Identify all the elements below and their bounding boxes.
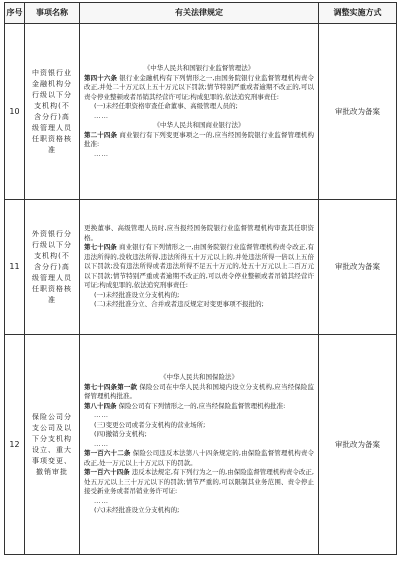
adjustment-method: 审批改为备案	[319, 24, 397, 200]
article-item: (一)未经任职资格审查任命董事、高级管理人员的;	[94, 102, 238, 110]
article-text: 商业银行有下列情形之一,由国务院银行业监督管理机构责令改正,有违法所得的,没收违法所得,违法所得五十万元以上的,并处违法所得一倍以上五倍以下罚款;没有违法所得或者违法所得不足五十万元的,处五十万元以上二百万元以下罚款;情节特别严重或者逾期不改正的,可以责令停业整顿或者吊销其经营许可证;构成犯罪的,依法追究刑事责任:	[84, 243, 314, 290]
item-name: 保险公司分支公司及以下分支机构设立、重大事项变更、撤销审批	[25, 335, 80, 555]
regulation-table	[4, 2, 397, 555]
law-title: 《中华人民共和国银行业监督管理法》	[143, 64, 255, 72]
table-row	[5, 24, 397, 200]
ellipsis: ……	[94, 439, 109, 448]
header-row	[5, 3, 397, 24]
article-item: (六)未经批准设立分支机构的;	[94, 506, 180, 515]
article-number: 第七十四条	[84, 243, 117, 252]
law-text	[80, 200, 319, 335]
article-number: 第一百六十四条	[84, 468, 130, 477]
ellipsis: ……	[94, 149, 109, 158]
row-number: 11	[5, 200, 25, 335]
item-name: 外资银行分行级以下分支机构(不含分行)高级管理人员任职资格核准	[25, 200, 80, 335]
article-text: 保险公司有下列情形之一的,应当经保险监督管理机构批准:	[118, 401, 286, 410]
item-name: 中资银行业金融机构分行级以下分支机构(不含分行)高级管理人员任职资格核准	[25, 24, 80, 200]
header-law: 有关法律规定	[80, 3, 319, 24]
law-text	[80, 335, 319, 555]
article-number: 第一百六十二条	[84, 449, 131, 458]
article-number: 第八十四条	[84, 401, 117, 410]
row-number: 12	[5, 335, 25, 555]
article-text: 保险公司在中华人民共和国境内设立分支机构,应当经保险监督管理机构批准。	[84, 382, 314, 401]
table-row	[5, 335, 397, 555]
law-title: 《中华人民共和国商业银行法》	[153, 121, 245, 129]
ellipsis: ……	[94, 411, 109, 420]
article-text: 更换董事、高级管理人员时,应当报经国务院银行业监督管理机构审查其任职资格。	[84, 224, 314, 242]
row-number: 10	[5, 24, 25, 200]
header-name: 事项名称	[25, 3, 80, 24]
header-no: 序号	[5, 3, 25, 24]
article-text: 违反本法规定,有下列行为之一的,由保险监督管理机构责令改正,处五万元以上三十万元以下的罚款;情节严重的,可以限制其业务范围、责令停止接受新业务或者吊销业务许可证:	[84, 468, 314, 496]
article-text: 银行业金融机构有下列情形之一,由国务院银行业监督管理机构责令改正,并处二十万元以上五十万元以下罚款;情节特别严重或者逾期不改正的,可以责令停业整顿或者吊销其经营许可证;构成犯罪的,依法追究刑事责任:	[84, 73, 315, 101]
article-number: 第七十四条第一款	[84, 382, 138, 391]
article-item: (一)未经批准设立分支机构的;	[94, 290, 180, 299]
article-item: (二)未经批准分立、合并或者违反规定对变更事项不报批的;	[94, 300, 264, 309]
law-title: 《中华人民共和国保险法》	[160, 373, 238, 382]
article-number: 第四十六条	[84, 73, 118, 82]
header-method: 调整实施方式	[319, 3, 397, 24]
article-item: (四)撤销分支机构;	[94, 430, 147, 439]
article-item: (三)变更公司或者分支机构的营业场所;	[94, 420, 206, 429]
ellipsis: ……	[94, 496, 109, 505]
law-text	[80, 24, 319, 200]
adjustment-method: 审批改为备案	[319, 200, 397, 335]
table-row	[5, 200, 397, 335]
ellipsis: ……	[94, 111, 109, 120]
article-number: 第二十四条	[84, 130, 118, 139]
article-text: 商业银行有下列变更事项之一的,应当经国务院银行业监督管理机构批准:	[84, 130, 315, 148]
article-text: 保险公司违反本法第八十四条规定的,由保险监督管理机构责令改正,处一万元以上十万元以下的罚款。	[84, 449, 314, 467]
adjustment-method: 审批改为备案	[319, 335, 397, 555]
